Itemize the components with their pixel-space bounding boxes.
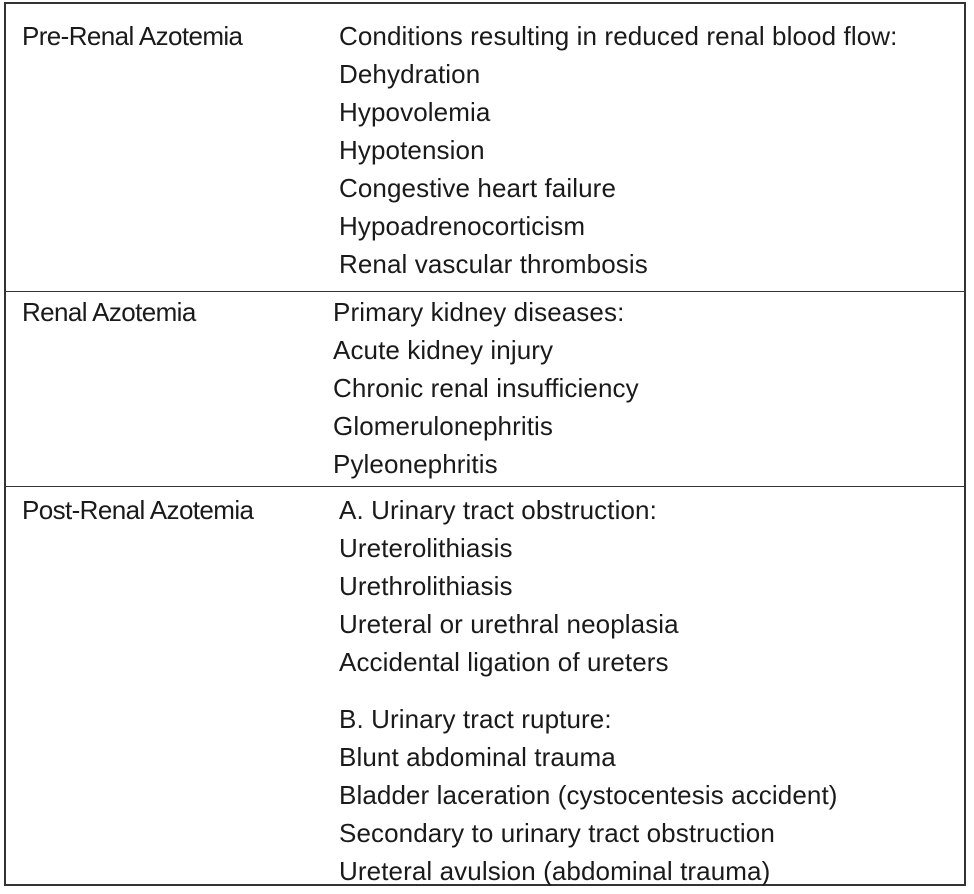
list-item: Secondary to urinary tract obstruction [339,818,775,848]
list-item: Acute kidney injury [333,335,554,365]
list-item: Bladder laceration (cystocentesis accident) [339,780,838,810]
list-item: Ureterolithiasis [339,533,513,563]
list-item: Renal vascular thrombosis [339,249,648,279]
cause-list [333,293,639,483]
cause-group-obstruction [339,491,679,681]
list-item: Chronic renal insufficiency [333,373,639,403]
cause-group-heading: A. Urinary tract obstruction: [339,495,657,525]
list-item: Hypotension [339,135,485,165]
list-item: Blunt abdominal trauma [339,742,616,772]
list-item: Ureteral avulsion (abdominal trauma) [339,856,771,886]
cause-group-rupture [339,700,838,890]
list-item: Urethrolithiasis [339,571,513,601]
list-item: Hypovolemia [339,97,491,127]
cause-list [339,17,897,283]
list-item: Ureteral or urethral neoplasia [339,609,679,639]
cause-list-heading: Conditions resulting in reduced renal blood flow: [339,21,898,51]
list-item: Pyleonephritis [333,449,498,479]
list-item: Hypoadrenocorticism [339,211,586,241]
row-label: Renal Azotemia [22,297,196,327]
cause-group-heading: B. Urinary tract rupture: [339,704,612,734]
list-item: Dehydration [339,59,481,89]
table-row-post-renal [6,486,964,884]
cause-list-heading: Primary kidney diseases: [333,297,625,327]
row-label: Pre-Renal Azotemia [22,21,243,51]
row-label: Post-Renal Azotemia [22,495,254,525]
table-row-renal [6,291,964,487]
azotemia-table [4,2,966,886]
list-item: Glomerulonephritis [333,411,554,441]
list-item: Congestive heart failure [339,173,616,203]
list-item: Accidental ligation of ureters [339,647,669,677]
table-row-pre-renal [6,4,964,292]
